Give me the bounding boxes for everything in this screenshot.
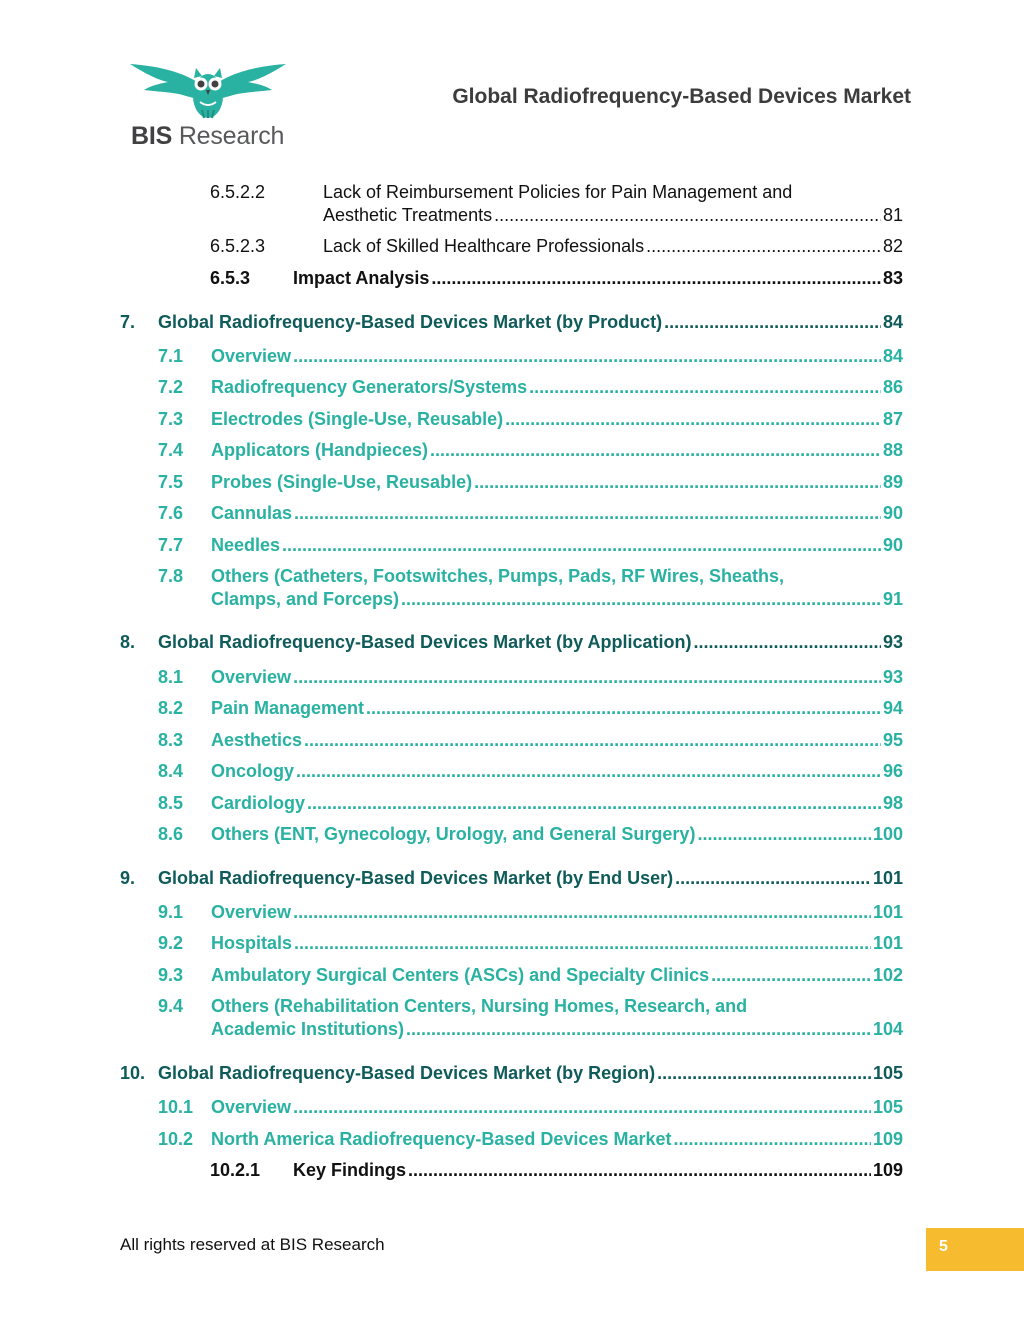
toc-entry-label: Impact Analysis [293,268,430,288]
dot-leader [674,1129,871,1150]
dot-leader [282,535,881,556]
toc-section-9-4[interactable] [211,1019,903,1040]
toc-page-number: 86 [882,377,903,397]
dot-leader [494,205,881,226]
toc-section-9-1[interactable] [158,902,903,923]
toc-entry-label: Global Radiofrequency-Based Devices Market (by Product) [158,312,663,332]
dot-leader [697,824,871,845]
toc-section-8-4[interactable] [158,761,903,782]
toc-entry-number: 8.5 [158,793,184,813]
dot-leader [430,440,881,461]
toc-entry-number: 7.6 [158,503,184,523]
toc-entry-label: Applicators (Handpieces) [211,440,429,460]
toc-entry-label: Clamps, and Forceps) [211,589,400,609]
toc-page-number: 100 [872,824,903,844]
toc-page-number: 87 [882,409,903,429]
toc-page-number: 109 [872,1129,903,1149]
toc-entry-number: 6.5.3 [210,268,251,288]
toc-entry-number: 10.1 [158,1097,194,1117]
toc-section-8-2[interactable] [158,698,903,719]
toc-section-7-4[interactable] [158,440,903,461]
toc-entry-label: Global Radiofrequency-Based Devices Market (by Region) [158,1063,656,1083]
toc-page-number: 101 [872,933,903,953]
toc-page-number: 91 [882,589,903,609]
toc-entry-number: 7.3 [158,409,184,429]
toc-entry-10-2-1[interactable] [210,1160,903,1181]
toc-page-number: 84 [882,312,903,332]
toc-section-9-3[interactable] [158,965,903,986]
toc-entry-number: 9. [120,868,136,888]
toc-page-number: 93 [882,667,903,687]
toc-entry-number: 8.2 [158,698,184,718]
toc-page-number: 88 [882,440,903,460]
dot-leader [294,933,871,954]
dot-leader [304,730,881,751]
toc-section-7-8[interactable] [211,589,903,610]
toc-entry-label: Aesthetics [211,730,303,750]
toc-entry-number: 7.4 [158,440,184,460]
toc-entry-number: 10. [120,1063,146,1083]
toc-page-number: 93 [882,632,903,652]
toc-page-number: 96 [882,761,903,781]
dot-leader [307,793,881,814]
toc-page-number: 90 [882,535,903,555]
toc-section-7-8-number: 7.8 [158,566,184,586]
toc-entry-number: 10.2.1 [210,1160,261,1180]
toc-entry-number: 8.3 [158,730,184,750]
toc-entry-label: Lack of Skilled Healthcare Professionals [323,236,645,256]
toc-entry-6-5-2-2-number: 6.5.2.2 [210,182,266,202]
dot-leader [646,236,881,257]
toc-entry-label: Others (ENT, Gynecology, Urology, and General Surgery) [211,824,696,844]
toc-entry-label: North America Radiofrequency-Based Devices Market [211,1129,672,1149]
toc-section-7-6[interactable] [158,503,903,524]
toc-entry-6-5-2-2-line1: Lack of Reimbursement Policies for Pain Management and [323,182,793,202]
toc-page-number: 104 [872,1019,903,1039]
document-title: Global Radiofrequency-Based Devices Market [452,85,911,108]
dot-leader [664,312,881,333]
toc-section-9-4-line1: Others (Rehabilitation Centers, Nursing Homes, Research, and [211,996,748,1016]
dot-leader [505,409,881,430]
toc-entry-number: 8.6 [158,824,184,844]
dot-leader [657,1063,871,1084]
toc-section-8-5[interactable] [158,793,903,814]
toc-page-number: 105 [872,1097,903,1117]
toc-page-number: 109 [872,1160,903,1180]
dot-leader [529,377,881,398]
dot-leader [474,472,881,493]
toc-entry-label: Electrodes (Single-Use, Reusable) [211,409,504,429]
dot-leader [406,1019,871,1040]
dot-leader [408,1160,871,1181]
dot-leader [711,965,871,986]
toc-page-number: 98 [882,793,903,813]
toc-section-7-5[interactable] [158,472,903,493]
dot-leader [293,1097,871,1118]
toc-entry-6-5-2-2[interactable] [323,205,903,226]
dot-leader [366,698,881,719]
toc-entry-number: 8.1 [158,667,184,687]
toc-entry-6-5-2-3[interactable] [210,236,903,257]
toc-chapter-8[interactable] [120,632,903,653]
toc-section-8-3[interactable] [158,730,903,751]
toc-page-number: 90 [882,503,903,523]
toc-section-8-6[interactable] [158,824,903,845]
dot-leader [296,761,881,782]
toc-entry-label: Overview [211,902,292,922]
toc-entry-label: Cardiology [211,793,306,813]
toc-section-9-2[interactable] [158,933,903,954]
toc-section-7-1[interactable] [158,346,903,367]
dot-leader [293,902,871,923]
toc-entry-label: Academic Institutions) [211,1019,405,1039]
toc-entry-number: 9.1 [158,902,184,922]
dot-leader [675,868,871,889]
dot-leader [293,346,881,367]
toc-chapter-9[interactable] [120,868,903,889]
logo-text: BIS Research [131,122,285,150]
toc-page-number: 84 [882,346,903,366]
page-number-badge [926,1228,1024,1271]
toc-section-10-2[interactable] [158,1129,903,1150]
dot-leader [294,503,881,524]
dot-leader [431,268,881,289]
footer-rights: All rights reserved at BIS Research [120,1235,385,1254]
toc-entry-label: Key Findings [293,1160,407,1180]
toc-page-number: 95 [882,730,903,750]
toc-section-10-1[interactable] [158,1097,903,1118]
toc-entry-number: 7.1 [158,346,184,366]
toc-page-number: 101 [872,902,903,922]
toc-page-number: 105 [872,1063,903,1083]
toc-section-7-3[interactable] [158,409,903,430]
toc-page-number: 89 [882,472,903,492]
toc-entry-label: Ambulatory Surgical Centers (ASCs) and Specialty Clinics [211,965,710,985]
toc-entry-label: Oncology [211,761,295,781]
toc-entry-number: 7.2 [158,377,184,397]
toc-page-number: 94 [882,698,903,718]
toc-section-8-1[interactable] [158,667,903,688]
dot-leader [693,632,881,653]
toc-entry-number: 9.3 [158,965,184,985]
toc-entry-label: Needles [211,535,281,555]
toc-entry-number: 7.7 [158,535,184,555]
toc-entry-label: Global Radiofrequency-Based Devices Market (by Application) [158,632,692,652]
toc-entry-label: Overview [211,1097,292,1117]
toc-chapter-10[interactable] [120,1063,903,1084]
toc-entry-number: 6.5.2.3 [210,236,266,256]
toc-page-number: 83 [882,268,903,288]
toc-entry-number: 9.2 [158,933,184,953]
toc-entry-label: Aesthetic Treatments [323,205,493,225]
toc-entry-number: 7. [120,312,136,332]
toc-section-7-8-line1: Others (Catheters, Footswitches, Pumps, Pads, RF Wires, Sheaths, [211,566,784,586]
toc-entry-6-5-3[interactable] [210,268,903,289]
page-number: 5 [939,1238,948,1255]
toc-entry-label: Global Radiofrequency-Based Devices Market (by End User) [158,868,674,888]
toc-entry-label: Overview [211,346,292,366]
dot-leader [293,667,881,688]
owl-icon [128,60,288,122]
toc-entry-label: Overview [211,667,292,687]
toc-entry-label: Hospitals [211,933,293,953]
toc-page-number: 101 [872,868,903,888]
toc-section-9-4-number: 9.4 [158,996,184,1016]
toc-entry-label: Cannulas [211,503,293,523]
toc-chapter-7[interactable] [120,312,903,333]
toc-entry-number: 8.4 [158,761,184,781]
toc-page-number: 82 [882,236,903,256]
toc-entry-number: 7.5 [158,472,184,492]
toc-entry-label: Radiofrequency Generators/Systems [211,377,528,397]
toc-page-number: 102 [872,965,903,985]
bis-research-logo [128,60,288,155]
toc-page-number: 81 [882,205,903,225]
toc-section-7-7[interactable] [158,535,903,556]
toc-entry-number: 8. [120,632,136,652]
dot-leader [401,589,881,610]
toc-entry-number: 10.2 [158,1129,194,1149]
toc-entry-label: Pain Management [211,698,365,718]
toc-section-7-2[interactable] [158,377,903,398]
toc-entry-label: Probes (Single-Use, Reusable) [211,472,473,492]
